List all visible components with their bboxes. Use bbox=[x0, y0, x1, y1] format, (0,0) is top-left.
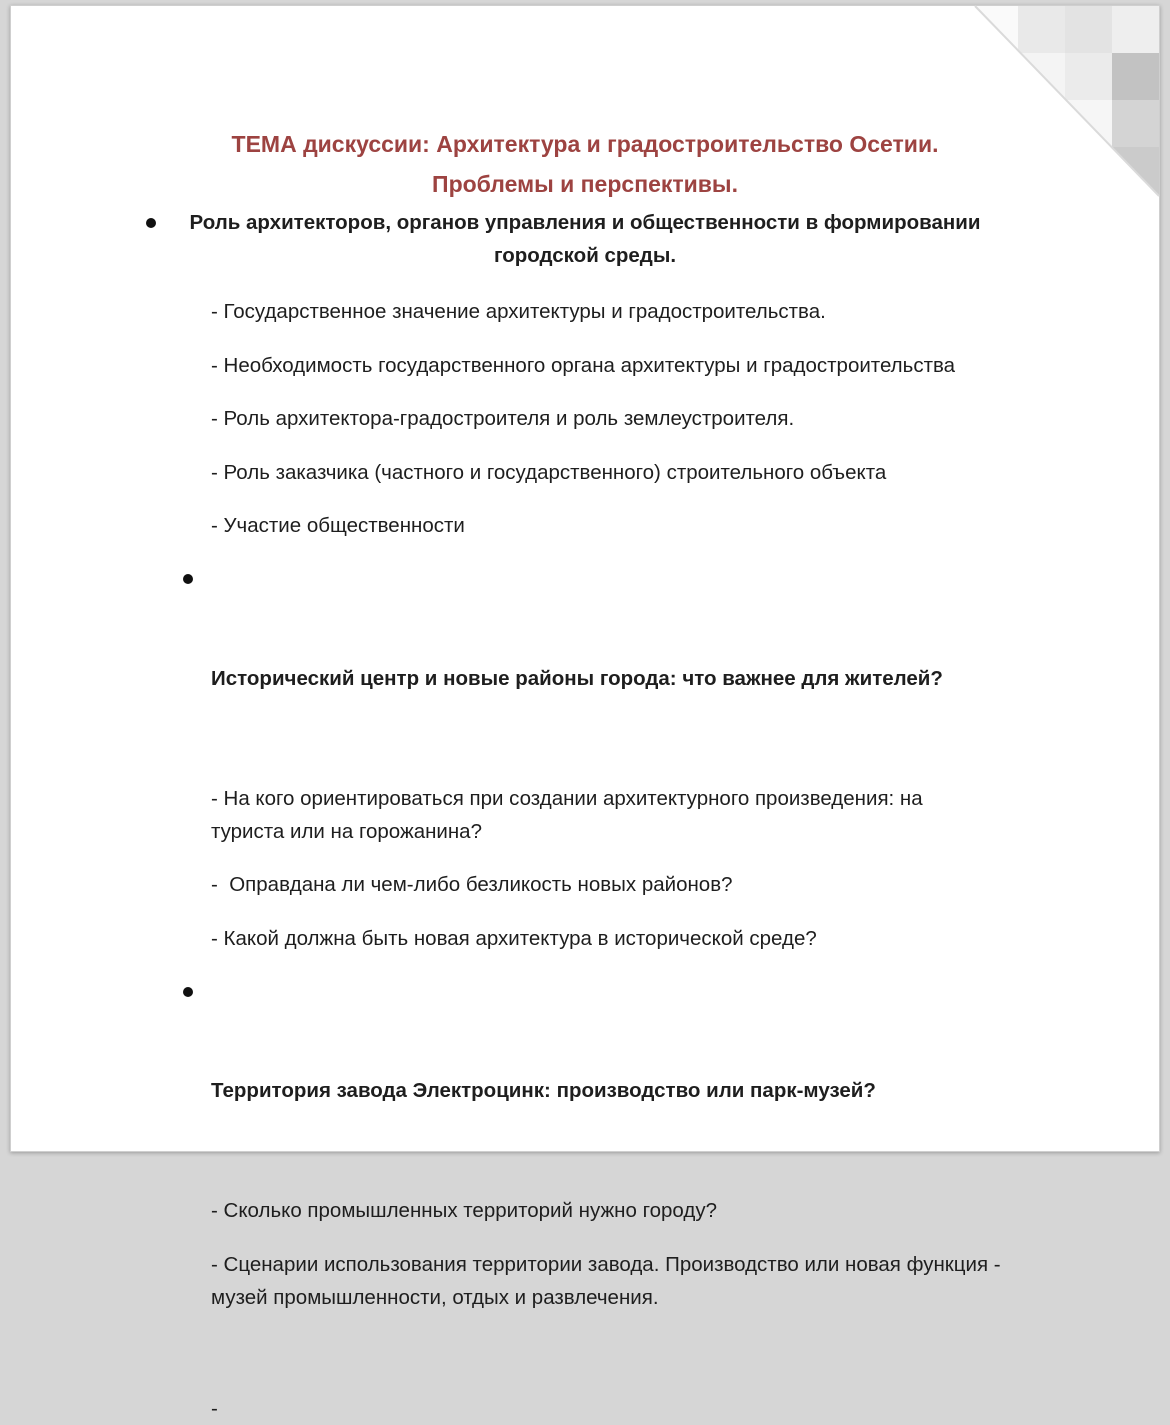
list-item bbox=[211, 782, 1159, 848]
list-item-text: - На кого ориентироваться при создании архитектурного произведения: на bbox=[211, 786, 923, 810]
list-item-text: - Необходимость государственного органа архитектуры и градостроительства bbox=[211, 353, 956, 377]
section-role-of-architects bbox=[11, 206, 1159, 542]
section-heading-line: Территория завода Электроцинк: производство или парк-музей? bbox=[211, 1079, 876, 1102]
mosaic-square bbox=[1112, 100, 1159, 147]
list-item-text: - Роль заказчика (частного и государственного) строительного объекта bbox=[211, 460, 887, 484]
section-heading-line: Роль архитекторов, органов управления и общественности в формировании bbox=[189, 211, 981, 234]
list-item-text: - Сценарии использования территории завода. Производство или новая функция - bbox=[211, 1252, 1001, 1276]
list-item-text: - Государственное значение архитектуры и градостроительства. bbox=[211, 300, 826, 323]
section-historic-center bbox=[11, 563, 1159, 955]
document-page bbox=[10, 5, 1160, 1420]
list-item-text: - Оправдана ли чем-либо безликость новых районов? bbox=[211, 873, 733, 896]
list-item bbox=[211, 868, 1159, 901]
mosaic-square bbox=[1112, 6, 1159, 53]
list-item bbox=[211, 922, 1159, 955]
list-item-text: - Сколько промышленных территорий нужно городу? bbox=[211, 1199, 717, 1222]
mosaic-square bbox=[967, 6, 1018, 53]
section-electrozinc-territory bbox=[11, 975, 1159, 1314]
list-item bbox=[211, 402, 1159, 435]
section-heading-line: городской среды. bbox=[493, 244, 677, 267]
bullet-icon bbox=[183, 987, 193, 997]
page-title-line-1: ТЕМА дискуссии: Архитектура и градостроительство Осетии. bbox=[231, 131, 939, 157]
bullet-icon bbox=[183, 574, 193, 584]
list-item bbox=[211, 1248, 1159, 1314]
list-item-text: туриста или на горожанина? bbox=[211, 819, 482, 843]
section-heading bbox=[211, 975, 1159, 1173]
mosaic-square bbox=[1112, 53, 1159, 100]
page-title-line-2: Проблемы и перспективы. bbox=[432, 171, 738, 197]
list-item-text: - Какой должна быть новая архитектура в исторической среде? bbox=[211, 926, 817, 950]
list-item-text: - Роль архитектора-градостроителя и роль землеустроителя. bbox=[211, 407, 795, 430]
list-item bbox=[211, 295, 1159, 328]
list-item bbox=[211, 1194, 1159, 1227]
section-heading bbox=[11, 206, 1159, 272]
bullet-icon bbox=[146, 218, 156, 228]
mosaic-square bbox=[1065, 6, 1112, 53]
mosaic-squares bbox=[967, 6, 1159, 200]
list-item bbox=[211, 349, 1159, 382]
trailing-dash: - bbox=[211, 1396, 218, 1420]
list-item-text: музей промышленности, отдых и развлечения. bbox=[211, 1285, 659, 1309]
section-heading-line: Исторический центр и новые районы города: что важнее для жителей? bbox=[211, 666, 943, 690]
mosaic-square bbox=[1065, 53, 1112, 100]
list-item bbox=[211, 509, 1159, 542]
folded-corner-icon bbox=[967, 6, 1159, 200]
mosaic-square bbox=[1018, 6, 1065, 53]
mosaic-square bbox=[1065, 147, 1112, 200]
list-item bbox=[211, 456, 1159, 489]
list-item-text: - Участие общественности bbox=[211, 514, 465, 537]
section-heading bbox=[211, 563, 1159, 761]
